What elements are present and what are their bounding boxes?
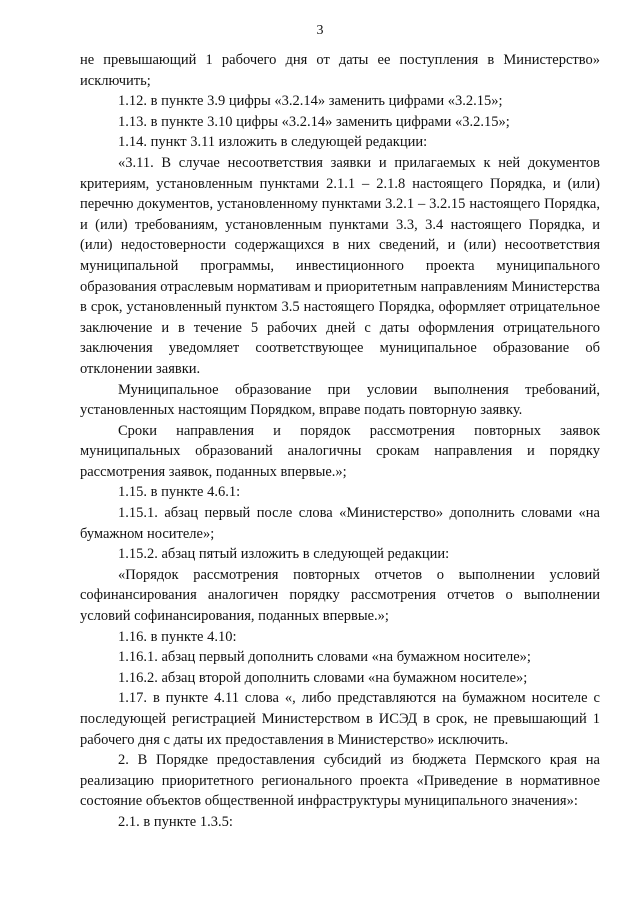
paragraph: 2.1. в пункте 1.3.5: — [118, 813, 233, 830]
paragraph: 1.16. в пункте 4.10: — [118, 628, 237, 645]
paragraph: 1.15.2. абзац пятый изложить в следующей редакции: — [118, 546, 450, 563]
document-body — [80, 50, 600, 833]
paragraph: 1.15.1. абзац первый после слова «Министерство» дополнить словами «на бумажном носителе»; — [80, 505, 600, 542]
paragraph: 1.17. в пункте 4.11 слова «, либо представляются на бумажном носителе с последующей регистрацией Министерством в ИСЭД в срок, не превышающий 1 рабочего дня с даты их предоставления в Министерство» исключить. — [80, 690, 600, 748]
paragraph: Муниципальное образование при условии выполнения требований, установленных настоящим Порядком, вправе подать повторную заявку. — [80, 381, 600, 419]
paragraph: не превышающий 1 рабочего дня от даты ее поступления в Министерство» исключить; — [80, 52, 600, 89]
paragraph: 1.16.2. абзац второй дополнить словами «на бумажном носителе»; — [118, 669, 528, 686]
paragraph: 1.16.1. абзац первый дополнить словами «на бумажном носителе»; — [118, 649, 531, 666]
paragraph: Сроки направления и порядок рассмотрения повторных заявок муниципальных образований аналогичны срокам направления и порядку рассмотрения заявок, поданных впервые.»; — [80, 422, 600, 480]
paragraph: 2. В Порядке предоставления субсидий из бюджета Пермского края на реализацию приоритетного регионального проекта «Приведение в нормативное состояние объектов общественной инфраструктуры муниципального значения»: — [80, 752, 600, 810]
paragraph: «3.11. В случае несоответствия заявки и прилагаемых к ней документов критериям, установленным пунктами 2.1.1 – 2.1.8 настоящего Порядка, и (или) перечню документов, установленному пунктами 3.2.1 – 3.2.15 настоящего Порядка, и (или) требованиям, установленным пунктами 3.3, 3.4 настоящего Порядка, и (или) недостоверности содержащихся в них сведений, и (или) несоответствия муниципальной программы, инвестиционного проекта муниципального образования отраслевым нормативам и приоритетным направлениям Министерства в срок, установленный пунктом 3.5 настоящего Порядка, оформляет отрицательное заключение и в течение 5 рабочих дней с даты оформления отрицательного заключения уведомляет соответствующее муниципальное образование об отклонении заявки. — [80, 154, 600, 377]
paragraph: «Порядок рассмотрения повторных отчетов о выполнении условий софинансирования аналогичен порядку рассмотрения отчетов о выполнении условий софинансирования, поданных впервые.»; — [80, 566, 600, 625]
paragraph: 1.15. в пункте 4.6.1: — [118, 484, 241, 501]
paragraph: 1.12. в пункте 3.9 цифры «3.2.14» заменить цифрами «3.2.15»; — [118, 93, 503, 110]
paragraph: 1.13. в пункте 3.10 цифры «3.2.14» заменить цифрами «3.2.15»; — [118, 113, 510, 130]
page-number: 3 — [316, 23, 324, 38]
paragraph: 1.14. пункт 3.11 изложить в следующей редакции: — [118, 134, 428, 151]
